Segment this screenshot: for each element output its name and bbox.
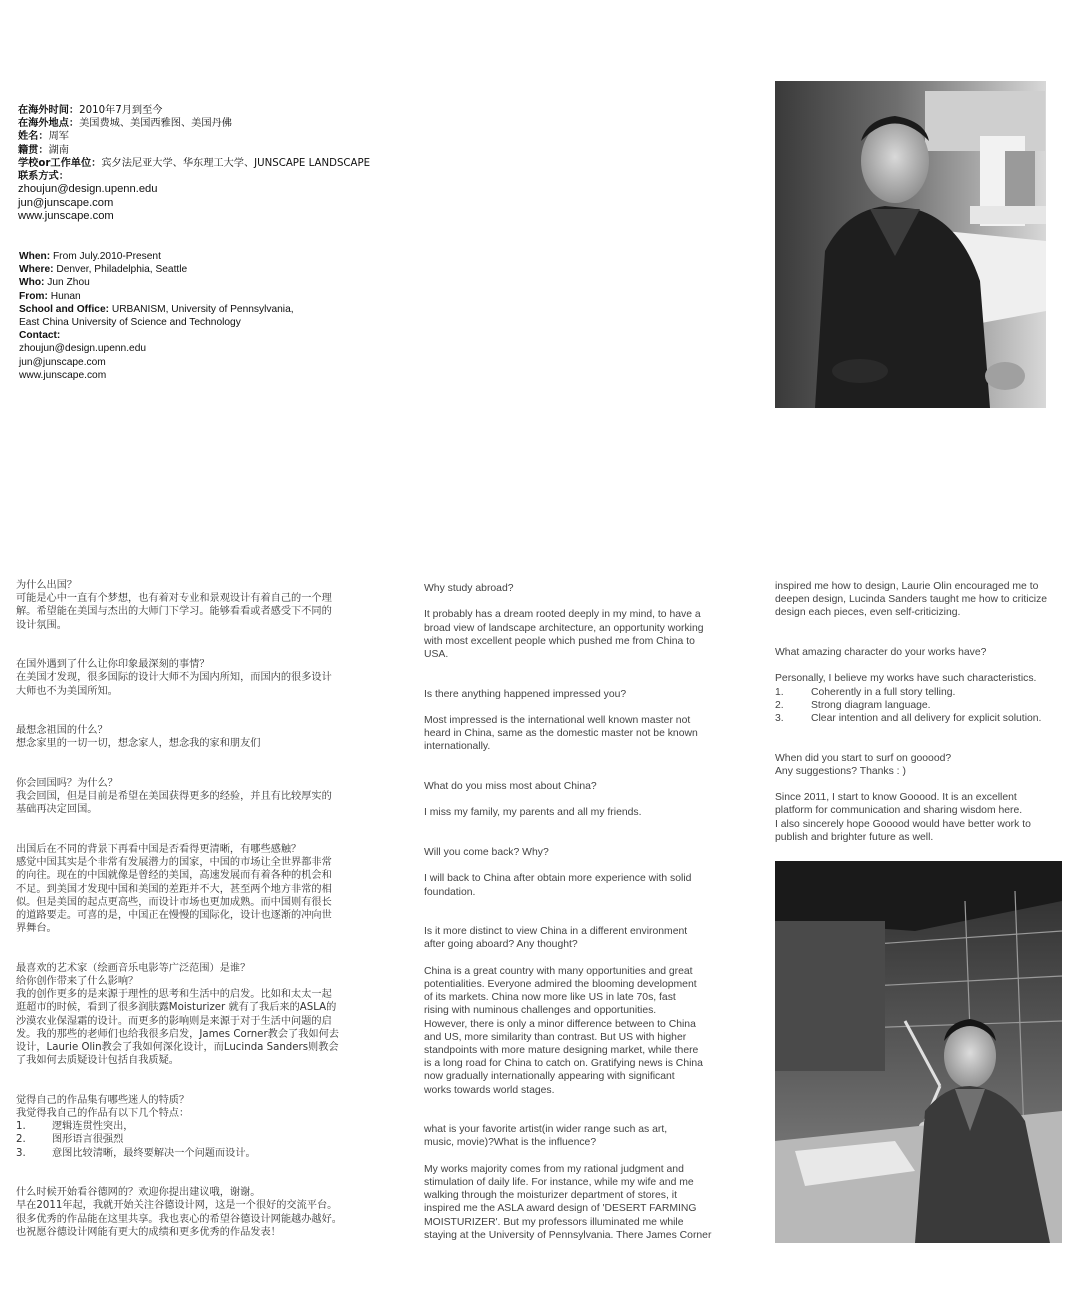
- who-label: Who:: [19, 277, 45, 289]
- list-item: [775, 686, 1075, 699]
- when-label: When:: [19, 251, 51, 262]
- question: 出国后在不同的背景下再看中国是否看得更清晰，有哪些感触？: [16, 844, 302, 855]
- studio-photo: [775, 861, 1062, 1243]
- answer-line: 沙漠农业保湿霜的设计。而更多的影响则是来源于对于生活中问题的启: [16, 1015, 332, 1027]
- question: Any suggestions? Thanks : ): [775, 765, 906, 777]
- question: 给你创作带来了什么影响？: [16, 976, 139, 988]
- zh-qa-column: [16, 579, 376, 1239]
- school-label: School and Office:: [19, 303, 109, 315]
- answer-line: However, there is only a minor difference between to China: [424, 1018, 696, 1030]
- contact-email[interactable]: jun@junscape.com: [18, 196, 114, 209]
- answer-line: MOISTURIZER'. But my professors illuminated me while: [424, 1216, 684, 1228]
- answer-line: 基础再决定回国。: [16, 804, 98, 816]
- row-label: 学校or工作单位：: [18, 157, 102, 169]
- answer-line: inspired me the ASLA award design of 'DESERT FARMING: [424, 1203, 697, 1215]
- answer-line: 早在2011年起，我就开始关注谷德设计网，这是一个很好的交流平台。: [16, 1200, 338, 1212]
- answer-line: Most impressed is the international well known master not: [424, 714, 691, 726]
- answer-line: I will back to China after obtain more experience with solid: [424, 873, 692, 885]
- zh-profile-row: [18, 117, 438, 130]
- answer-line: 我会回国，但是目前是希望在美国获得更多的经验，并且有比较厚实的: [16, 791, 332, 803]
- question: Why study abroad?: [424, 583, 514, 594]
- list-item: [775, 699, 1075, 712]
- contact-website[interactable]: www.junscape.com: [18, 210, 114, 223]
- answer-line: standpoints with more mature designing market, while there: [424, 1044, 699, 1056]
- answer-line: staying at the University of Pennsylvania. There James Corner: [424, 1229, 712, 1241]
- contact-email[interactable]: zhoujun@design.upenn.edu: [19, 343, 147, 355]
- answer-line: deepen design, Lucinda Sanders taught me how to criticize: [775, 594, 1048, 606]
- question: What do you miss most about China?: [424, 780, 597, 792]
- en-qa-right-column: [775, 580, 1075, 844]
- row-label: 在海外地点：: [18, 118, 80, 130]
- list-text: 意图比较清晰，最终要解决一个问题而设计。: [52, 1147, 256, 1159]
- question: Will you come back? Why?: [424, 846, 549, 858]
- row-value: 周军: [48, 131, 69, 143]
- answer-line: 似。但是美国的起点更高些，而设计市场也更加成熟。而中国则有很长: [16, 896, 332, 908]
- question: 觉得自己的作品集有哪些迷人的特质？: [16, 1094, 190, 1106]
- question: 为什么出国？: [16, 580, 78, 591]
- answer-line: USA.: [424, 649, 449, 660]
- list-number: 1.: [16, 1121, 26, 1133]
- row-label: 联系方式：: [18, 171, 69, 183]
- zh-profile-row: [18, 170, 438, 183]
- answer-line: 发。我的那些的老师们也给我很多启发，James Corner教会了我如何去: [16, 1028, 339, 1040]
- answer-line: China is a great country with many opportunities and great: [424, 965, 693, 977]
- row-label: 姓名：: [18, 131, 49, 143]
- list-number: 2.: [775, 699, 784, 711]
- answer-line: 感觉中国其实是个非常有发展潜力的国家，中国的市场让全世界都非常: [16, 857, 332, 869]
- answer-line: publish and brighter future as well.: [775, 831, 934, 843]
- answer-line: 我觉得我自己的作品有以下几个特点：: [16, 1108, 190, 1120]
- list-item: [775, 712, 1075, 725]
- answer-line: broad view of landscape architecture, an opportunity working: [424, 622, 704, 634]
- answer-line: 不足。到美国才发现中国和美国的差距并不大，甚至两个地方非常的相: [16, 883, 332, 895]
- question: What amazing character do your works have?: [775, 647, 987, 658]
- answer-line: 大师也不为美国所知。: [16, 685, 118, 697]
- contact-label: Contact:: [19, 330, 61, 342]
- zh-profile-row: [18, 104, 438, 117]
- contact-website[interactable]: www.junscape.com: [19, 369, 107, 381]
- answer-line: rising with numinous challenges and opportunities.: [424, 1005, 657, 1017]
- answer-line: 很多优秀的作品能在这里共享。我也衷心的希望谷德设计网能越办越好。: [16, 1213, 342, 1225]
- row-label: 在海外时间：: [18, 105, 80, 116]
- en-profile: [19, 250, 439, 382]
- answer-line: walking through the moisturizer department of stores, it: [424, 1190, 677, 1202]
- question: 最喜欢的艺术家（绘画音乐电影等广泛范围）是谁？: [16, 962, 251, 974]
- question: 你会回国吗？为什么？: [16, 778, 118, 789]
- question: 什么时候开始看谷德网的？欢迎你提出建议哦，谢谢。: [16, 1187, 261, 1199]
- answer-line: It probably has a dream rooted deeply in my mind, to have a: [424, 609, 701, 621]
- row-value: 宾夕法尼亚大学、华东理工大学、JUNSCAPE LANDSCAPE: [101, 157, 371, 169]
- where-label: Where:: [19, 264, 54, 276]
- school-value-2: East China University of Science and Technology: [19, 317, 241, 329]
- answer-line: Since 2011, I start to know Gooood. It is an excellent: [775, 792, 1017, 804]
- list-number: 3.: [16, 1147, 26, 1159]
- school-value: URBANISM, University of Pennsylvania,: [109, 303, 294, 315]
- answer-line: 界舞台。: [16, 923, 57, 935]
- portrait-photo-art: [775, 81, 1046, 408]
- question: music, movie)?What is the influence?: [424, 1137, 597, 1149]
- question: 在国外遇到了什么让你印象最深刻的事情？: [16, 659, 210, 671]
- answer-line: 设计，Laurie Olin教会了我如何深化设计，而Lucinda Sanders则教会: [16, 1042, 339, 1054]
- answer-line: I miss my family, my parents and all my friends.: [424, 807, 642, 819]
- answer-line: 也祝愿谷德设计网能有更大的成绩和更多优秀的作品发表！: [16, 1226, 281, 1238]
- from-label: From:: [19, 290, 48, 302]
- studio-photo-art: [775, 861, 1062, 1243]
- list-number: 3.: [775, 713, 784, 724]
- answer-line: stimulation of daily life. For instance, while my wife and me: [424, 1176, 694, 1188]
- zh-profile-row: [18, 144, 438, 157]
- answer-line: I also sincerely hope Gooood would have better work to: [775, 818, 1031, 830]
- list-number: 1.: [775, 686, 784, 698]
- answer-line: works towards world stages.: [424, 1084, 555, 1096]
- where-value: Denver, Philadelphia, Seattle: [53, 264, 188, 276]
- zh-profile-row: [18, 130, 438, 143]
- when-value: From July.2010-Present: [50, 251, 161, 262]
- row-label: 籍贯：: [18, 144, 49, 156]
- answer-line: and US, more similarity than contrast. But US with higher: [424, 1031, 687, 1043]
- list-item: [16, 1147, 376, 1160]
- list-text: Coherently in a full story telling.: [811, 686, 956, 698]
- question: what is your favorite artist(in wider range such as art,: [424, 1124, 668, 1136]
- answer-line: platform for communication and sharing wisdom here.: [775, 805, 1023, 817]
- zh-profile-row: [18, 157, 438, 170]
- row-value: 2010年7月到至今: [79, 105, 163, 116]
- answer-line: with most excellent people which pushed me from China to: [424, 635, 695, 647]
- answer-line: of its markets. China now more like US in late 70s, fast: [424, 992, 676, 1004]
- answer-line: design each pieces, even self-criticizing.: [775, 607, 961, 619]
- zh-profile: [18, 104, 438, 224]
- question: When did you start to surf on gooood?: [775, 752, 952, 764]
- answer-line: 逛超市的时候，看到了很多润肤露Moisturizer 就有了我后来的ASLA的: [16, 1002, 337, 1014]
- answer-line: foundation.: [424, 886, 476, 898]
- who-value: Jun Zhou: [44, 277, 90, 289]
- answer-line: potentialities. Everyone admired the blooming development: [424, 978, 697, 990]
- list-number: 2.: [16, 1134, 26, 1146]
- answer-line: 想念家里的一切一切，想念家人，想念我的家和朋友们: [16, 738, 261, 750]
- answer-line: Personally, I believe my works have such characteristics.: [775, 673, 1037, 685]
- list-item: [16, 1133, 376, 1146]
- question: Is there anything happened impressed you?: [424, 688, 627, 700]
- question: Is it more distinct to view China in a different environment: [424, 926, 688, 938]
- answer-line: is a long road for China to catch on. Gratifying news is China: [424, 1058, 703, 1070]
- list-text: 逻辑连贯性突出，: [52, 1121, 134, 1133]
- question: 最想念祖国的什么？: [16, 725, 108, 737]
- answer-line: internationally.: [424, 741, 491, 753]
- answer-line: 了我如何去质疑设计包括自我质疑。: [16, 1055, 179, 1067]
- answer-line: 的道路要走。可喜的是，中国正在慢慢的国际化，设计也逐渐的冲向世: [16, 910, 332, 922]
- from-value: Hunan: [47, 290, 81, 302]
- list-text: Clear intention and all delivery for explicit solution.: [811, 713, 1042, 724]
- answer-line: 解。希望能在美国与杰出的大师门下学习。能够看看或者感受下不同的: [16, 606, 332, 618]
- list-text: Strong diagram language.: [811, 699, 931, 711]
- answer-line: heard in China, same as the domestic master not be known: [424, 728, 698, 740]
- answer-line: My works majority comes from my rational judgment and: [424, 1163, 684, 1175]
- en-qa-middle-column: [424, 582, 744, 1242]
- row-value: 美国费城、美国西雅图、美国丹佛: [79, 118, 232, 130]
- answer-line: 我的创作更多的是来源于理性的思考和生活中的启发。比如和太太一起: [16, 989, 332, 1001]
- question: after going aboard? Any thought?: [424, 939, 578, 951]
- row-value: 湖南: [48, 144, 69, 156]
- answer-line: 在美国才发现，很多国际的设计大师不为国内所知，而国内的很多设计: [16, 672, 332, 684]
- answer-line: 的向往。现在的中国就像是曾经的美国，高速发展而有着各种的机会和: [16, 870, 332, 882]
- list-item: [16, 1120, 376, 1133]
- answer-line: 可能是心中一直有个梦想，也有着对专业和景观设计有着自己的一个理: [16, 593, 332, 605]
- contact-email[interactable]: jun@junscape.com: [19, 356, 106, 368]
- answer-line: inspired me how to design, Laurie Olin encouraged me to: [775, 581, 1039, 592]
- list-text: 图形语言很强烈: [52, 1134, 124, 1146]
- contact-email[interactable]: zhoujun@design.upenn.edu: [18, 183, 158, 196]
- answer-line: now gradually internationally appearing with significant: [424, 1071, 675, 1083]
- answer-line: 设计氛围。: [16, 619, 67, 631]
- portrait-photo: [775, 81, 1046, 408]
